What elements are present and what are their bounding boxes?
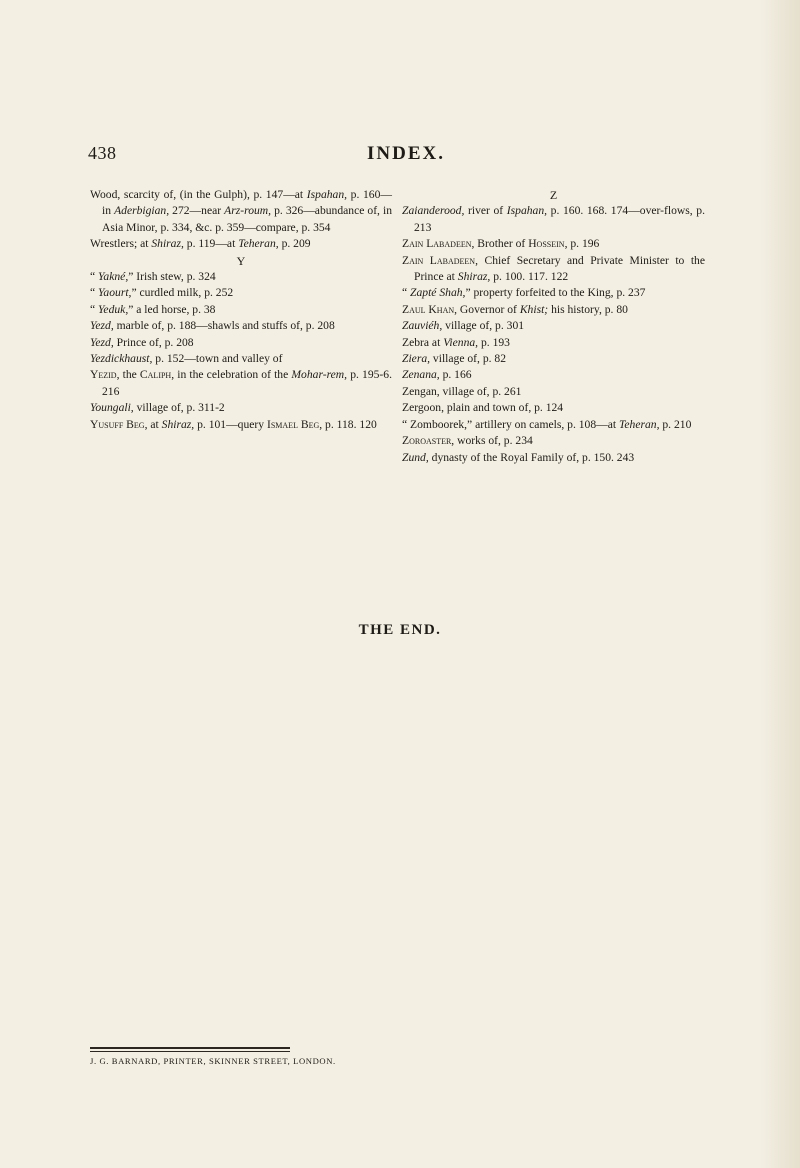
index-entry-zaianderood: Zaianderood, river of Ispahan, p. 160. 168. 174—over-flows, p. 213 xyxy=(402,204,705,234)
index-entry-yeduk: “ Yeduk,” a led horse, p. 38 xyxy=(90,302,216,316)
index-entry-yakne: “ Yakné,” Irish stew, p. 324 xyxy=(90,270,216,284)
index-entry-zauvieh: Zauviéh, village of, p. 301 xyxy=(402,319,525,333)
index-entry-yezid: Yezid, the Caliph, in the celebration of the Mohar-rem, p. 195-6. 216 xyxy=(90,368,392,398)
printer-imprint: J. G. BARNARD, PRINTER, SKINNER STREET, LONDON. xyxy=(90,1056,336,1066)
the-end-heading: THE END. xyxy=(358,622,442,638)
imprint-rule-thick xyxy=(90,1047,290,1049)
index-entry-zergoon: Zergoon, plain and town of, p. 124 xyxy=(402,401,564,415)
section-letter-y: Y xyxy=(236,253,246,268)
index-entry-yezd-prince: Yezd, Prince of, p. 208 xyxy=(90,335,194,349)
index-column-left xyxy=(90,187,392,433)
section-letter-z: Z xyxy=(549,188,558,202)
page-edge-shadow xyxy=(760,0,800,1168)
index-entry-wood: Wood, scarcity of, (in the Gulph), p. 147—at Ispahan, p. 160—in Aderbigian, 272—near Arz-roum, p. 326—abundance of, in Asia Minor, p. 334, &c. p. 359—compare, p. 354 xyxy=(90,188,393,234)
index-entry-zengan: Zengan, village of, p. 261 xyxy=(402,384,522,398)
imprint-rule-thin xyxy=(90,1051,290,1052)
index-entry-zain-labadeen-secretary: Zain Labadeen, Chief Secretary and Private Minister to the Prince at Shiraz, p. 100. 117. 122 xyxy=(402,253,705,284)
page-header xyxy=(0,143,800,169)
running-head: INDEX. xyxy=(367,143,445,164)
index-entry-wrestlers: Wrestlers; at Shiraz, p. 119—at Teheran, p. 209 xyxy=(90,237,311,251)
index-entry-zebra: Zebra at Vienna, p. 193 xyxy=(402,335,510,349)
index-entry-ziera: Ziera, village of, p. 82 xyxy=(402,352,507,366)
index-entry-zomboorek: “ Zomboorek,” artillery on camels, p. 108—at Teheran, p. 210 xyxy=(402,417,692,431)
index-entry-zenana: Zenana, p. 166 xyxy=(402,368,472,382)
page-number: 438 xyxy=(88,143,117,163)
index-entry-zoroaster: Zoroaster, works of, p. 234 xyxy=(402,434,533,448)
index-entry-yusuff-beg: Yusuff Beg, at Shiraz, p. 101—query Ismael Beg, p. 118. 120 xyxy=(90,417,377,431)
index-entry-zund: Zund, dynasty of the Royal Family of, p. 150. 243 xyxy=(402,450,635,464)
index-entry-yezdickhaust: Yezdickhaust, p. 152—town and valley of xyxy=(90,352,283,366)
index-entry-zapte-shah: “ Zapté Shah,” property forfeited to the King, p. 237 xyxy=(402,286,646,300)
index-entry-zain-labadeen-brother: Zain Labadeen, Brother of Hossein, p. 196 xyxy=(402,237,600,251)
index-entry-yezd-marble: Yezd, marble of, p. 188—shawls and stuffs of, p. 208 xyxy=(90,319,335,333)
index-column-right xyxy=(402,187,705,466)
index-entry-zaul-khan: Zaul Khan, Governor of Khist; his history, p. 80 xyxy=(402,302,628,316)
index-entry-yaourt: “ Yaourt,” curdled milk, p. 252 xyxy=(90,286,234,300)
index-entry-youngali: Youngali, village of, p. 311-2 xyxy=(90,401,225,415)
